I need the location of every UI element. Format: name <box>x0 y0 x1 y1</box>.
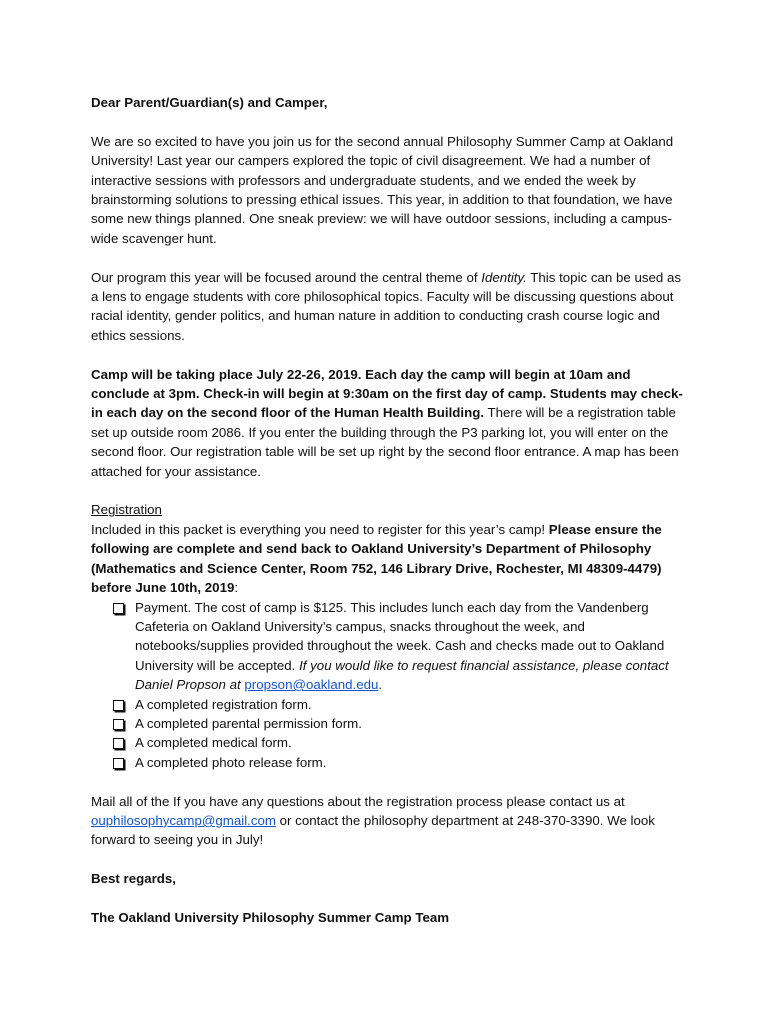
theme-text: Identity. <box>481 269 527 285</box>
checkbox-icon <box>113 738 124 749</box>
program-paragraph: Our program this year will be focused around the central theme of Identity. This topic can be used as a lens to engage students with core philosophical topics. Faculty will be discussing questions about racial identity, gender politics, and human nature in addition to conducting crash course logic and ethics sessions. <box>91 269 682 343</box>
checkbox-icon <box>113 758 124 769</box>
intro-paragraph: We are so excited to have you join us for the second annual Philosophy Summer Camp at Oakland University! Last year our campers explored the topic of civil disagreement. We had a number of interactive sessions with professors and undergraduate students, and we ended the week by brainstorming solutions to pressing ethical issues. This year, in addition to that foundation, we have some new things planned. One sneak preview: we will have outdoor sessions, including a campus-wide scavenger hunt. <box>91 133 674 246</box>
camp-email-link[interactable]: ouphilosophycamp@gmail.com <box>91 812 276 828</box>
salutation: Dear Parent/Guardian(s) and Camper, <box>91 95 328 110</box>
checkbox-icon <box>113 719 124 730</box>
checklist-item: A completed photo release form. <box>113 753 684 772</box>
registration-checklist <box>91 598 684 773</box>
checklist-item: A completed registration form. <box>113 695 684 714</box>
registration-paragraph: Included in this packet is everything you need to register for this year’s camp! Please ensure the following are complete and send back to Oakland University’s Department of Philosophy (Mathematics and Science Center, Room 752, 146 Library Drive, Rochester, MI 48309-4479) before June 10th, 2019: <box>91 521 662 596</box>
checklist-item: A completed medical form. <box>113 733 684 752</box>
checklist-item-payment: Payment. The cost of camp is $125. This includes lunch each day from the Vandenberg Cafeteria on Oakland University’s campus, snacks throughout the week, and notebooks/supplies provided throughout the week. Cash and checks made out to Oakland University will be accepted. If you would like to request financial assistance, please contact Daniel Propson at propson@oakland.edu. <box>113 598 684 695</box>
signature: The Oakland University Philosophy Summer Camp Team <box>91 909 450 925</box>
camp-details-paragraph: Camp will be taking place July 22-26, 2019. Each day the camp will begin at 10am and conclude at 3pm. Check-in will begin at 9:30am on the first day of camp. Students may check-in each day on the second floor of the Human Health Building. There will be a registration table set up outside room 2086. If you enter the building through the P3 parking lot, you will enter on the second floor. Our registration table will be set up right by the second floor entrance. A map has been attached for your assistance. <box>91 366 683 479</box>
propson-email-link[interactable]: propson@oakland.edu <box>244 677 379 693</box>
checklist-item: A completed parental permission form. <box>113 714 684 733</box>
contact-paragraph: Mail all of the If you have any questions about the registration process please contact us at ouphilosophycamp@gmail.com or contact the philosophy department at 248-370-3390. We look forward to seeing you in July! <box>91 793 655 848</box>
closing: Best regards, <box>91 871 176 887</box>
registration-heading: Registration <box>91 502 162 518</box>
checkbox-icon <box>113 603 124 614</box>
checkbox-icon <box>113 700 124 711</box>
